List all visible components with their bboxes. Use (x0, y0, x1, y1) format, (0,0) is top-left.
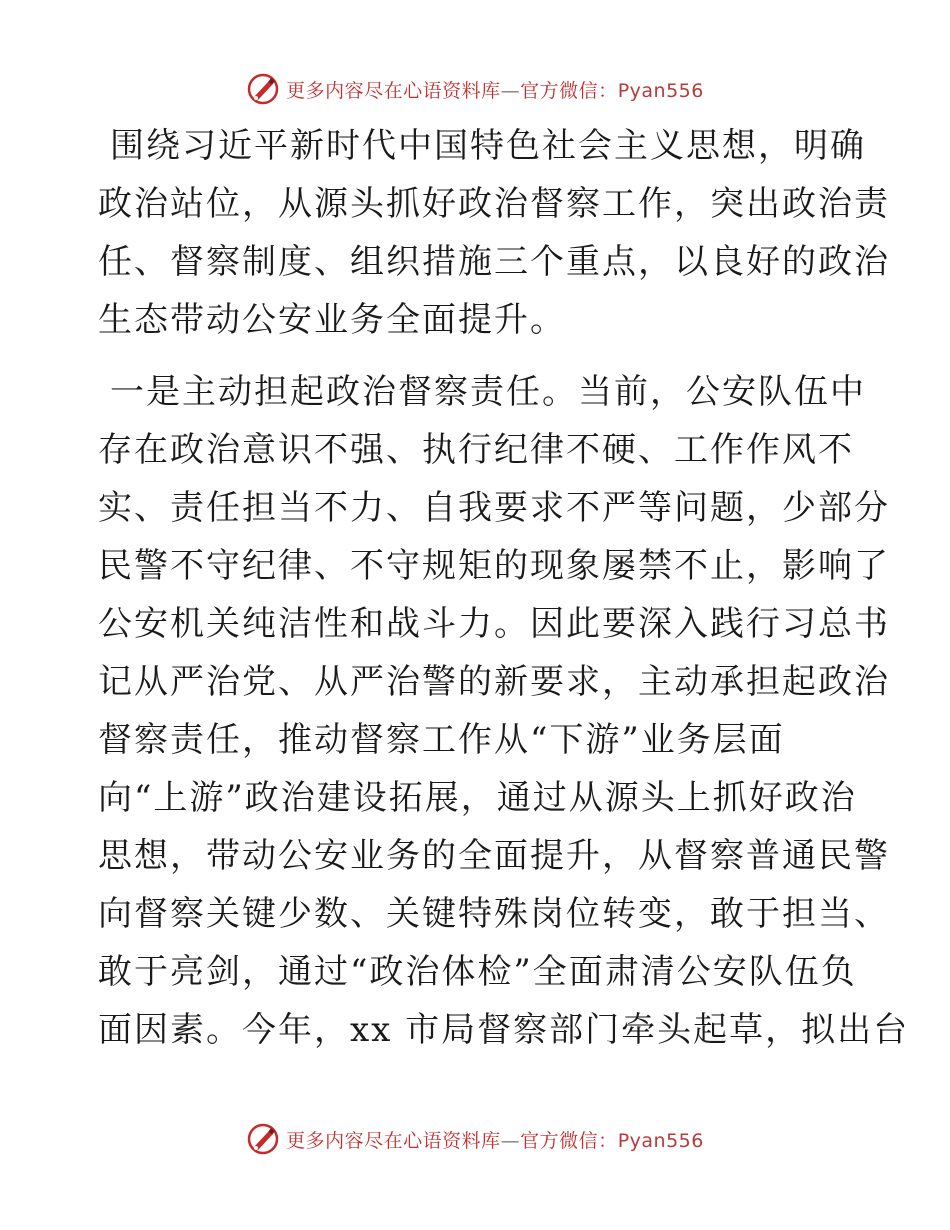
text-line: 敢于亮剑，通过“政治体检”全面肃清公安队伍负 (98, 952, 857, 992)
text-line: 一是主动担起政治督察责任。当前，公安队伍中 (110, 372, 866, 412)
paragraph-2 (98, 363, 910, 1059)
text-line: 任、督察制度、组织措施三个重点，以良好的政治 (98, 242, 890, 282)
paragraph-1 (98, 117, 890, 349)
footer-main-text: 更多内容尽在心语资料库 (286, 1129, 501, 1152)
text-line: 公安机关纯洁性和战斗力。因此要深入践行习总书 (98, 604, 890, 644)
text-line: 面因素。今年，xx 市局督察部门牵头起草，拟出台 (98, 1010, 910, 1050)
text-line: 向“上游”政治建设拓展，通过从源头上抓好政治 (98, 778, 857, 818)
header-wechat-label: 官方微信： (520, 79, 618, 102)
text-line: 政治站位，从源头抓好政治督察工作，突出政治责 (98, 184, 890, 224)
text-line: 民警不守纪律、不守规矩的现象屡禁不止，影响了 (98, 546, 890, 586)
text-line: 实、责任担当不力、自我要求不严等问题，少部分 (98, 488, 890, 528)
header-watermark-text (286, 76, 704, 103)
document-body (98, 117, 910, 1059)
header-wechat-id: Pyan556 (617, 79, 704, 102)
header-separator: — (500, 79, 521, 102)
footer-watermark-text (286, 1126, 704, 1153)
text-line: 督察责任，推动督察工作从“下游”业务层面 (98, 720, 785, 760)
header-main-text: 更多内容尽在心语资料库 (286, 79, 501, 102)
footer-separator: — (500, 1129, 521, 1152)
pen-circle-logo-icon (246, 72, 280, 106)
footer-wechat-id: Pyan556 (617, 1129, 704, 1152)
footer-watermark (0, 1122, 950, 1156)
text-line: 思想，带动公安业务的全面提升，从督察普通民警 (98, 836, 890, 876)
text-line: 向督察关键少数、关键特殊岗位转变，敢于担当、 (98, 894, 890, 934)
header-watermark (0, 72, 950, 106)
pen-circle-logo-icon (246, 1122, 280, 1156)
footer-wechat-label: 官方微信： (520, 1129, 618, 1152)
text-line: 围绕习近平新时代中国特色社会主义思想，明确 (110, 126, 866, 166)
text-line: 存在政治意识不强、执行纪律不硬、工作作风不 (98, 430, 854, 470)
text-line: 记从严治党、从严治警的新要求，主动承担起政治 (98, 662, 890, 702)
text-line: 生态带动公安业务全面提升。 (98, 300, 566, 340)
